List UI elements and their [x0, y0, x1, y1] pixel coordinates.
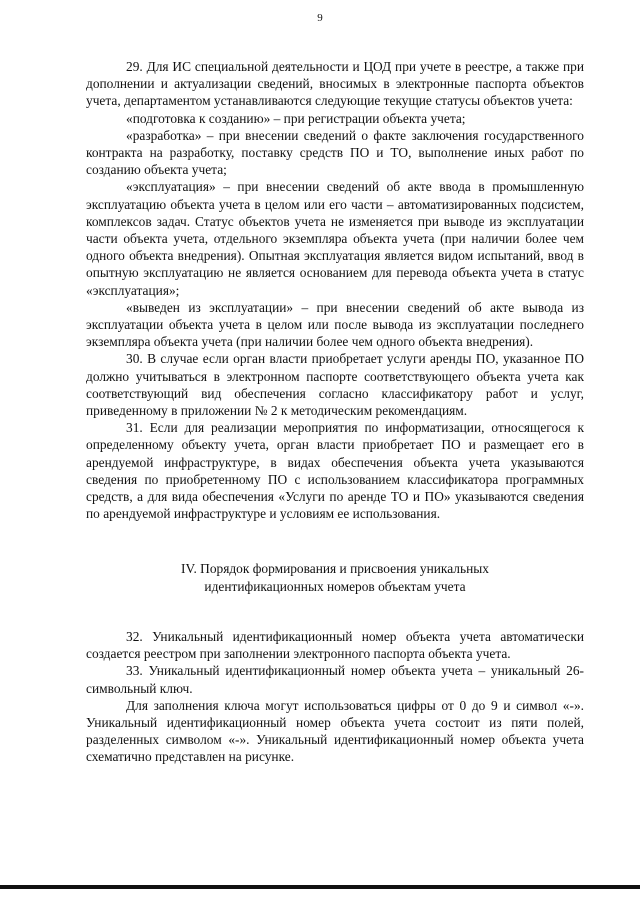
section-title-line-2: идентификационных номеров объектам учета [204, 578, 466, 594]
status-operation: «эксплуатация» – при внесении сведений об акте ввода в промышленную эксплуатацию объекта учета в целом или его части – автоматизированных подсистем, комплексов задач. Статус объектов учета не изменяется при выводе из эксплуатации части объекта учета, отдельного экземпляра объекта учета (при наличии более чем одного объекта внедрения). Опытная эксплуатация является видом испытаний, ввод в опытную эксплуатацию не является основанием для перевода объекта учета в статус «эксплуатация»; [86, 179, 584, 298]
paragraph-31: 31. Если для реализации мероприятия по информатизации, относящегося к определенному объекту учета, орган власти приобретает ПО и размещает его в арендуемой инфраструктуре, в видах обеспечения объекта учета указываются сведения по приобретенному ПО с использованием классификатора программных средств, а для вида обеспечения «Услуги по аренде ТО и ПО» указываются сведения по арендуемой инфраструктуре и условиям ее использования. [86, 420, 584, 522]
bottom-scan-border [0, 885, 640, 889]
paragraph-30: 30. В случае если орган власти приобретает услуги аренды ПО, указанное ПО должно учитываться в электронном паспорте соответствующего объекта учета как соответствующий вид обеспечения согласно классификатору работ и услуг, приведенному в приложении № 2 к методическим рекомендациям. [86, 351, 584, 419]
section-title [86, 560, 584, 594]
status-preparation: «подготовка к созданию» – при регистрации объекта учета; [126, 110, 466, 126]
paragraph-32: 32. Уникальный идентификационный номер объекта учета автоматически создается реестром при заполнении электронного паспорта объекта учета. [86, 628, 584, 662]
section-title-line-1: IV. Порядок формирования и присвоения уникальных [181, 561, 489, 577]
paragraph-29-intro: 29. Для ИС специальной деятельности и ЦОД при учете в реестре, а также при дополнении и актуализации сведений, вносимых в электронные паспорта объектов учета, департаментом устанавливаются следующие текущие статусы объектов учета: [86, 59, 584, 109]
paragraph-33: 33. Уникальный идентификационный номер объекта учета – уникальный 26-символьный ключ. [86, 663, 584, 696]
page-number: 9 [317, 12, 323, 24]
paragraph-33-continued: Для заполнения ключа могут использоваться цифры от 0 до 9 и символ «-». Уникальный идентификационный номер объекта учета состоит из пяти полей, разделенных символом «-». Уникальный идентификационный номер объекта учета схематично представлен на рисунке. [86, 697, 584, 765]
document-body [86, 58, 584, 766]
status-development: «разработка» – при внесении сведений о факте заключения государственного контракта на разработку, поставку средств ПО и ТО, выполнение иных работ по созданию объекта учета; [86, 127, 584, 178]
status-decommissioned: «выведен из эксплуатации» – при внесении сведений об акте вывода из эксплуатации объекта учета в целом или после вывода из эксплуатации последнего экземпляра объекта учета (при наличии более чем одного объекта внедрения). [86, 299, 584, 350]
